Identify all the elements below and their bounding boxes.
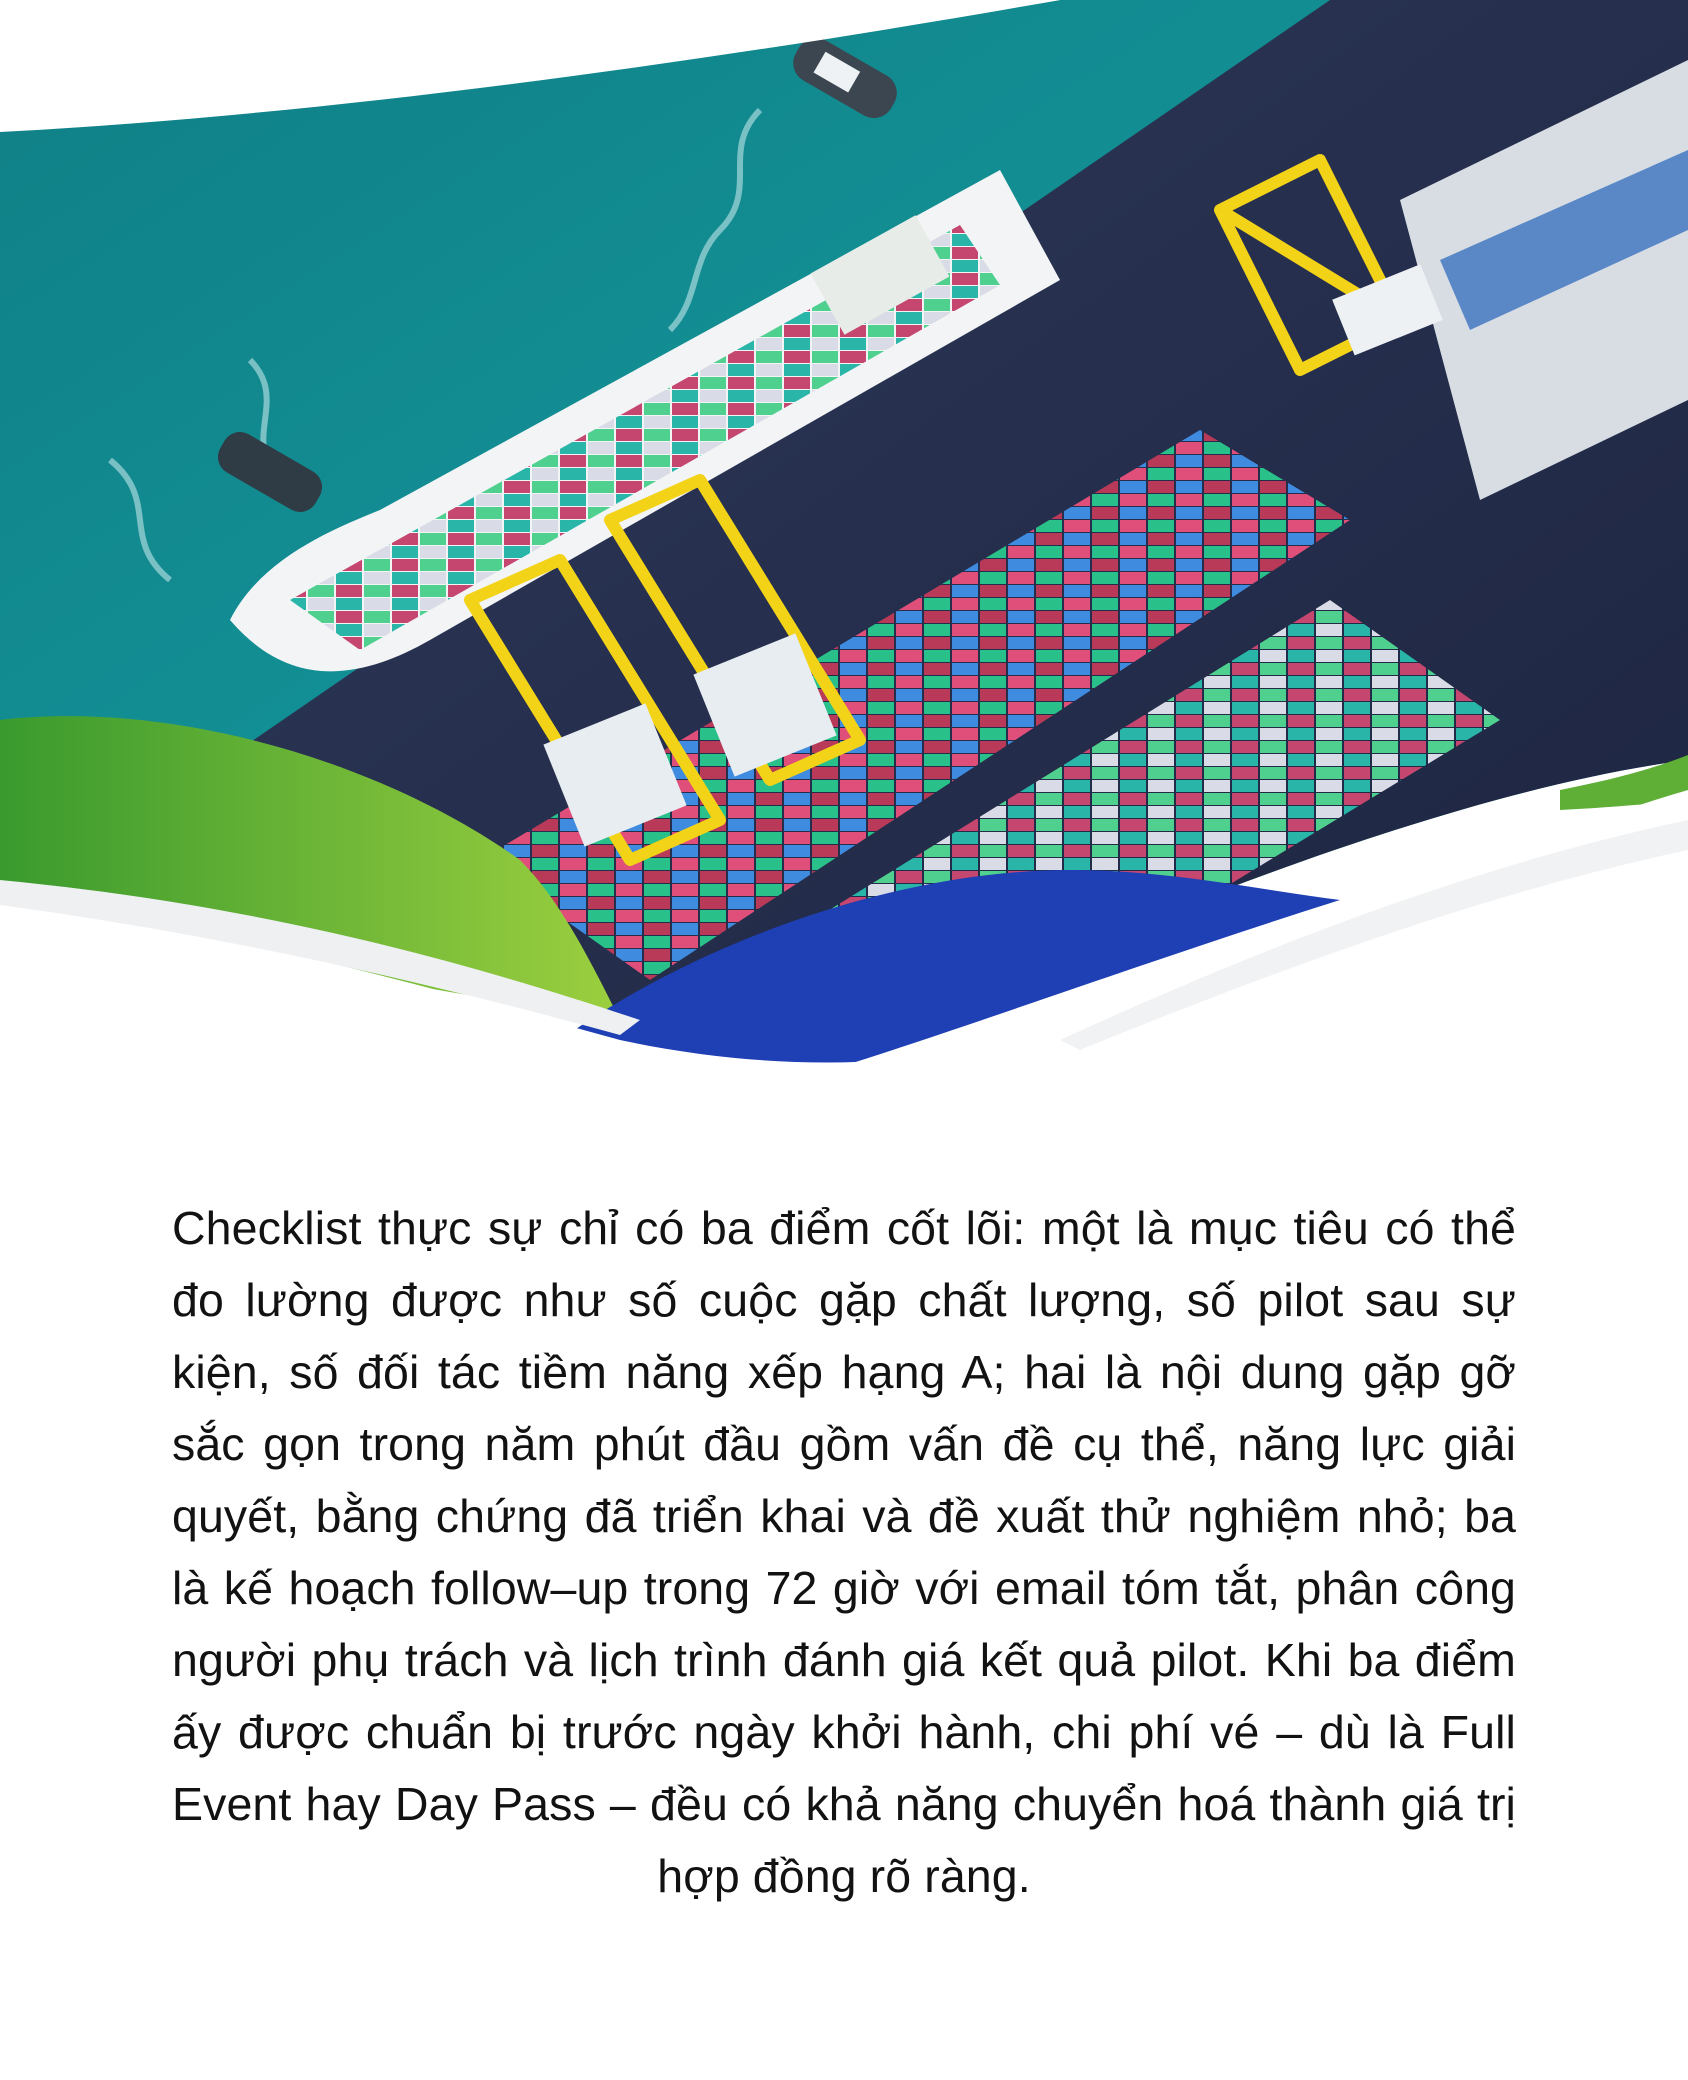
article-paragraph: Checklist thực sự chỉ có ba điểm cốt lõi: một là mục tiêu có thể đo lường được như số cuộc gặp chất lượng, số pilot sau sự kiện, số đối tác tiềm năng xếp hạng A; hai là nội dung gặp gỡ sắc gọn trong năm phút đầu gồm vấn đề cụ thể, năng lực giải quyết, bằng chứng đã triển khai và đề xuất thử nghiệm nhỏ; ba là kế hoạch follow–up trong 72 giờ với email tóm tắt, phân công người phụ trách và lịch trình đánh giá kết quả pilot. Khi ba điểm ấy được chuẩn bị trước ngày khởi hành, chi phí vé – dù là Full Event hay Day Pass – đều có khả năng chuyển hoá thành giá trị hợp đồng rõ ràng. [172,1202,1516,1902]
